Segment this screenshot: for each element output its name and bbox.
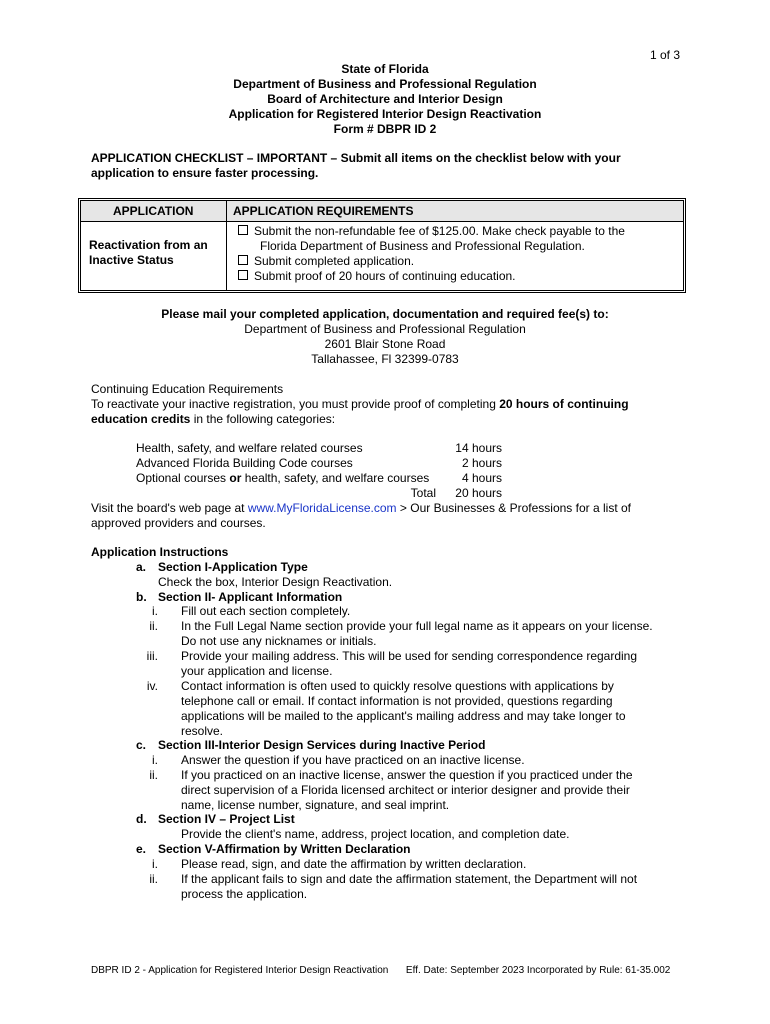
ce-intro <box>91 397 671 427</box>
header-state: State of Florida <box>341 62 429 76</box>
requirements-table <box>78 198 686 293</box>
ce-total-hours: 20 hours <box>455 486 502 500</box>
item-b-iv-line-4: resolve. <box>181 724 224 738</box>
mailing-line-3: Tallahassee, Fl 32399-0783 <box>311 352 459 366</box>
item-b-iii <box>181 649 637 679</box>
page-footer <box>91 965 670 976</box>
item-c-i-label: i. <box>152 753 158 767</box>
item-b-ii-line-2: Do not use any nicknames or initials. <box>181 634 377 648</box>
item-e-i-label: i. <box>152 857 158 871</box>
item-b-iii-label: iii. <box>146 649 158 663</box>
item-e-ii-line-1: If the applicant fails to sign and date the affirmation statement, the Department will not <box>181 872 638 886</box>
requirement-education <box>238 269 516 284</box>
ce-optional-text: Optional courses <box>136 471 230 485</box>
item-a-label: a. <box>136 560 147 574</box>
item-c-ii-line-2: direct supervision of a Florida licensed architect or interior designer and provide their <box>181 783 630 797</box>
requirement-application-text: Submit completed application. <box>254 254 415 268</box>
table-column-divider <box>226 201 227 290</box>
instructions-title: Application Instructions <box>91 545 229 559</box>
header-department: Department of Business and Professional Regulation <box>233 77 537 91</box>
item-b-title: Section II- Applicant Information <box>158 590 343 604</box>
item-c-title: Section III-Interior Design Services during Inactive Period <box>158 738 486 752</box>
requirement-application <box>238 254 414 269</box>
requirement-fee-line-2: Florida Department of Business and Professional Regulation. <box>260 239 585 253</box>
item-c-ii-line-1: If you practiced on an inactive license, answer the question if you practiced under the <box>181 768 633 782</box>
ce-visit-text-2: > Our Businesses & Professions for a list of <box>396 501 631 515</box>
application-type-line-1: Reactivation from an <box>89 238 208 252</box>
item-b-i: Fill out each section completely. <box>181 604 351 618</box>
item-c-ii-line-3: name, license number, signature, and seal imprint. <box>181 798 450 812</box>
application-type-line-2: Inactive Status <box>89 253 174 267</box>
item-e-ii <box>181 872 637 902</box>
item-c-ii-label: ii. <box>149 768 158 782</box>
mailing-line-2: 2601 Blair Stone Road <box>324 337 446 351</box>
ce-optional-or: or <box>229 471 242 485</box>
table-header-application: APPLICATION <box>113 204 194 218</box>
item-d-title: Section IV – Project List <box>158 812 295 826</box>
item-b-iv-line-2: telephone call or email. If contact information is not provided, questions regarding <box>181 694 613 708</box>
item-b-ii <box>181 619 653 649</box>
ce-optional-text-2: health, safety, and welfare courses <box>241 471 430 485</box>
item-e-i: Please read, sign, and date the affirmation by written declaration. <box>181 857 527 871</box>
footer-effective-date: Eff. Date: September 2023 Incorporated by Rule: 61-35.002 <box>405 965 671 976</box>
item-c-ii <box>181 768 633 813</box>
item-b-ii-label: ii. <box>149 619 158 633</box>
item-b-iv-line-1: Contact information is often used to quickly resolve questions with applications by <box>181 679 614 693</box>
ce-row-optional-hours: 4 hours <box>461 471 502 485</box>
ce-intro-end: in the following categories: <box>190 412 336 426</box>
checkbox-icon <box>238 270 248 280</box>
requirement-fee-line-1: Submit the non-refundable fee of $125.00. Make check payable to the <box>254 224 625 238</box>
ce-visit <box>91 501 681 531</box>
ce-row-hsw-hours: 14 hours <box>455 441 502 455</box>
myfloridalicense-link[interactable]: www.MyFloridaLicense.com <box>247 501 397 515</box>
item-d-text: Provide the client's name, address, project location, and completion date. <box>181 827 570 841</box>
requirement-fee <box>238 224 625 239</box>
item-b-ii-line-1: In the Full Legal Name section provide your full legal name as it appears on your license. <box>181 619 653 633</box>
mailing-line-1: Department of Business and Professional Regulation <box>244 322 526 336</box>
mailing-heading: Please mail your completed application, documentation and required fee(s) to: <box>161 307 609 321</box>
header-board: Board of Architecture and Interior Design <box>267 92 503 106</box>
footer-form-title: DBPR ID 2 - Application for Registered Interior Design Reactivation <box>91 965 389 976</box>
item-a-title: Section I-Application Type <box>158 560 308 574</box>
ce-visit-text: Visit the board's web page at <box>91 501 248 515</box>
checklist-line-2: application to ensure faster processing. <box>91 166 319 180</box>
ce-title: Continuing Education Requirements <box>91 382 284 396</box>
item-e-ii-label: ii. <box>149 872 158 886</box>
mailing-section <box>0 307 770 367</box>
checkbox-icon <box>238 255 248 265</box>
item-b-i-label: i. <box>152 604 158 618</box>
checklist-line-1: APPLICATION CHECKLIST – IMPORTANT – Submit all items on the checklist below with your <box>91 151 621 165</box>
item-a-text: Check the box, Interior Design Reactivation. <box>158 575 393 589</box>
item-d-label: d. <box>136 812 147 826</box>
item-c-i: Answer the question if you have practiced on an inactive license. <box>181 753 525 767</box>
header-application-title: Application for Registered Interior Design Reactivation <box>228 107 542 121</box>
ce-intro-credits: education credits <box>91 412 191 426</box>
ce-row-optional <box>136 471 429 486</box>
item-e-title: Section V-Affirmation by Written Declaration <box>158 842 411 856</box>
item-b-iv-label: iv. <box>146 679 158 693</box>
item-b-iii-line-1: Provide your mailing address. This will be used for sending correspondence regarding <box>181 649 638 663</box>
ce-visit-text-3: approved providers and courses. <box>91 516 266 530</box>
checklist-notice <box>91 151 671 181</box>
header-form-number: Form # DBPR ID 2 <box>333 122 437 136</box>
application-type <box>89 238 208 268</box>
item-c-label: c. <box>136 738 147 752</box>
ce-row-fbc-hours: 2 hours <box>461 456 502 470</box>
item-e-label: e. <box>136 842 147 856</box>
checkbox-icon <box>238 225 248 235</box>
item-b-iii-line-2: your application and license. <box>181 664 333 678</box>
table-header-requirements: APPLICATION REQUIREMENTS <box>233 204 414 218</box>
ce-intro-text: To reactivate your inactive registration, you must provide proof of completing <box>91 397 500 411</box>
form-header <box>0 62 770 137</box>
page-number: 1 of 3 <box>649 48 680 62</box>
item-b-label: b. <box>136 590 147 604</box>
ce-intro-hours: 20 hours of continuing <box>499 397 629 411</box>
requirement-education-text: Submit proof of 20 hours of continuing education. <box>254 269 516 283</box>
item-b-iv-line-3: applications will be mailed to the applicant's mailing address and may take longer to <box>181 709 626 723</box>
item-b-iv <box>181 679 626 739</box>
item-e-ii-line-2: process the application. <box>181 887 308 901</box>
ce-total-label: Total <box>410 486 436 500</box>
ce-row-fbc: Advanced Florida Building Code courses <box>136 456 353 470</box>
ce-row-hsw: Health, safety, and welfare related courses <box>136 441 363 455</box>
